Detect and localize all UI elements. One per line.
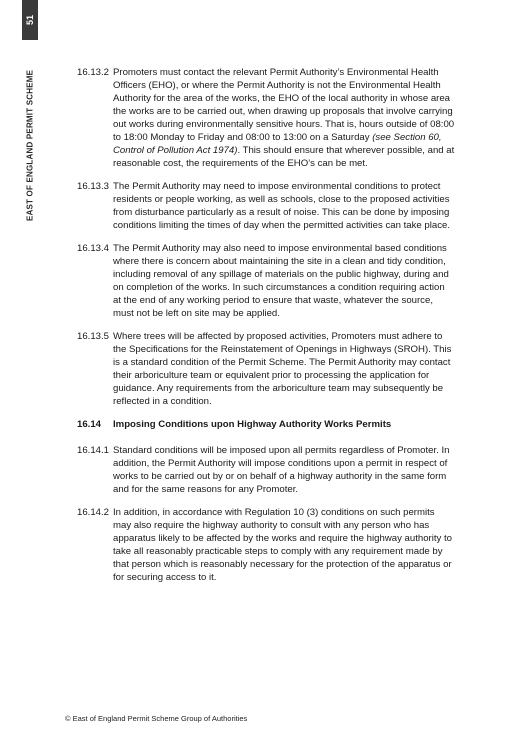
paragraph-number: 16.14.2 [77, 507, 110, 518]
paragraph-number: 16.13.2 [77, 67, 110, 78]
legal-reference: (see Section 60, Control of Pollution Act 1974) [113, 132, 442, 156]
paragraph-16-13-5 [77, 330, 455, 408]
paragraph-16-13-4 [77, 242, 455, 320]
paragraph-16-13-2 [77, 66, 455, 170]
paragraph-number: 16.13.3 [77, 181, 110, 192]
paragraph-text [113, 66, 455, 170]
paragraph-text: The Permit Authority may also need to impose environmental based conditions where there is concern about maintaining the site in a clean and tidy condition, including removal of any spillage of materials on the public highway, during and on completion of the works. In such circumstances a condition requiring action at the end of any working period to ensure that waste, whatever the source, must not be left on site may be applied. [113, 243, 449, 319]
paragraph-number: 16.13.4 [77, 243, 110, 254]
document-side-title: EAST OF ENGLAND PERMIT SCHEME [25, 69, 35, 221]
page-content [77, 66, 455, 594]
paragraph-text-part: . This should ensure that wherever possible, and at reasonable cost, the requirements of the EHO’s can be met. [113, 145, 455, 169]
page-number-tab [22, 0, 38, 40]
paragraph-number: 16.13.5 [77, 331, 110, 342]
paragraph-text-part: Promoters must contact the relevant Permit Authority’s Environmental Health Officers (EHO), or where the Permit Authority is not the Environmental Health Authority for the area of the works, the EHO of the local authority in whose area the works are to be carried out, when drawing up proposals that involve carrying out works during environmentally sensitive hours. That is, hours outside of 08:00 to 18:00 Monday to Friday and 08:00 to 13:00 on a Saturday [113, 67, 455, 143]
paragraph-text: In addition, in accordance with Regulation 10 (3) conditions on such permits may also require the highway authority to consult with any person who has apparatus likely to be affected by the works and require the highway authority to take all reasonably practicable steps to comply with any requirement made by that person which is reasonably necessary for the protection of the apparatus or for securing access to it. [113, 507, 453, 583]
paragraph-16-14-2 [77, 506, 455, 584]
paragraph-text: Standard conditions will be imposed upon all permits regardless of Promoter. In addition, the Permit Authority will impose conditions upon a permit in respect of works to be carried out by or on behalf of a highway authority in the same form and for the same reasons for any Promoter. [113, 445, 450, 495]
copyright-footer: © East of England Permit Scheme Group of Authorities [65, 714, 248, 723]
paragraph-16-13-3 [77, 180, 455, 232]
paragraph-text: The Permit Authority may need to impose environmental conditions to protect residents or people working, as well as schools, close to the proposed activities from disturbance particularly as a result of noise. This can be done by imposing conditions limiting the times of day when the permitted activities can take place. [113, 181, 451, 231]
paragraph-16-14-1 [77, 444, 455, 496]
section-number: 16.14 [77, 419, 102, 430]
page-number: 51 [25, 15, 35, 26]
section-heading [77, 418, 455, 431]
section-title: Imposing Conditions upon Highway Authority Works Permits [113, 419, 392, 430]
paragraph-text: Where trees will be affected by proposed activities, Promoters must adhere to the Specifications for the Reinstatement of Openings in Highways (SROH). This is a standard condition of the Permit Scheme. The Permit Authority may contact their arboriculture team or equivalent prior to processing the application for guidance. Any requirements from the arboriculture team may subsequently be reflected in a condition. [113, 331, 452, 407]
paragraph-number: 16.14.1 [77, 445, 110, 456]
